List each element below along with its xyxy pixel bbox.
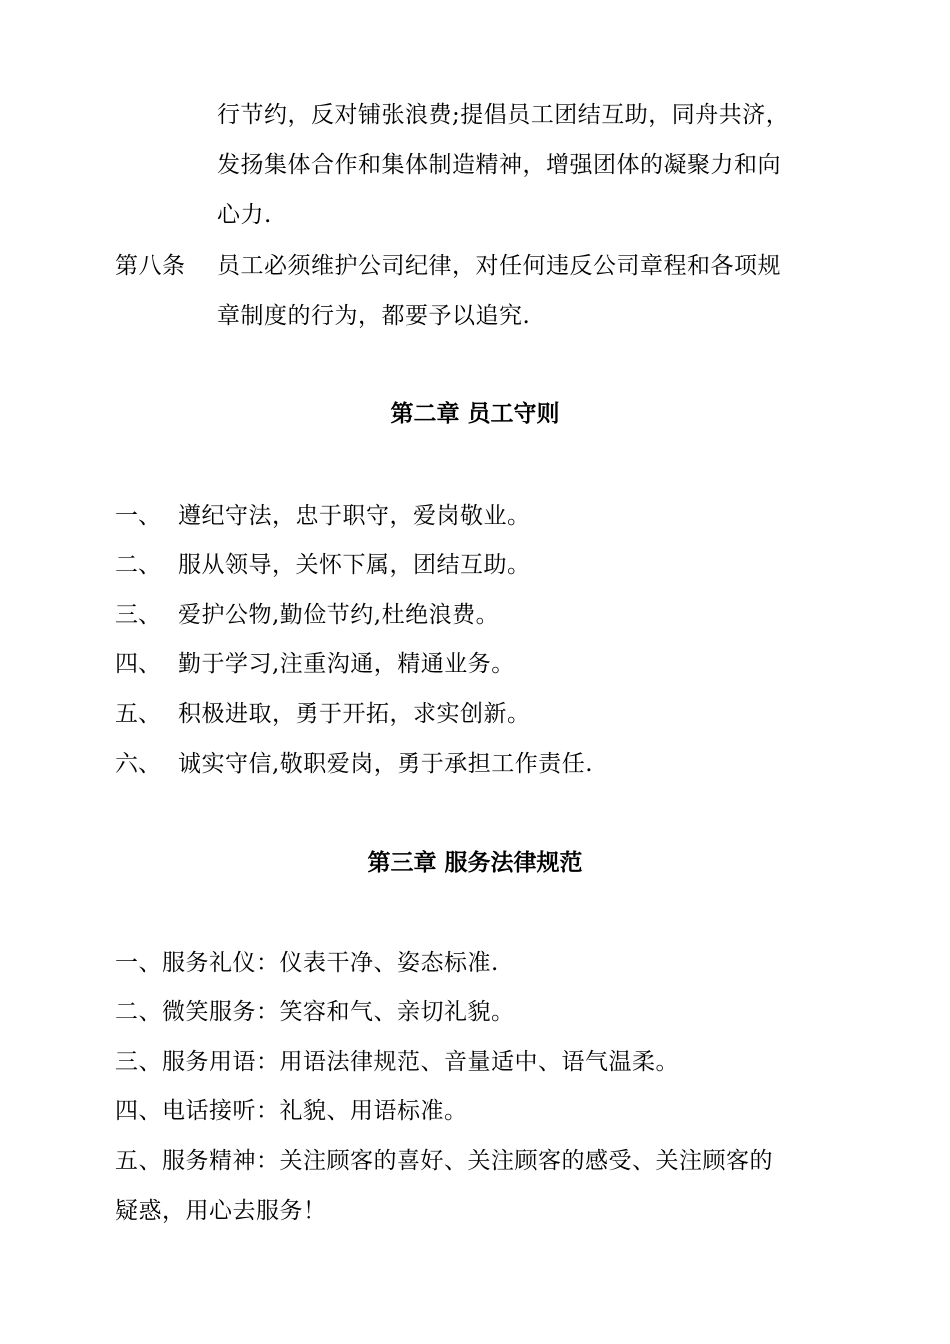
chapter3-item-1: 一、服务礼仪：仪表干净、姿态标准.	[115, 950, 499, 976]
chapter3-item-5: 五、服务精神：关注顾客的喜好、关注顾客的感受、关注顾客的	[115, 1148, 773, 1174]
article7-line-1: 行节约，反对铺张浪费;提倡员工团结互助，同舟共济，	[217, 102, 790, 128]
chapter2-item-3-num: 三、	[115, 602, 161, 628]
chapter3-item-4: 四、电话接听：礼貌、用语标准。	[115, 1098, 468, 1124]
chapter2-item-6-text: 诚实守信,敬职爱岗，勇于承担工作责任.	[178, 751, 594, 777]
chapter2-item-4-text: 勤于学习,注重沟通，精通业务。	[178, 651, 515, 677]
chapter3-item-3: 三、服务用语：用语法律规范、音量适中、语气温柔。	[115, 1049, 679, 1075]
chapter3-title: 第三章 服务法律规范	[367, 850, 583, 876]
chapter2-item-2-text: 服从领导，关怀下属，团结互助。	[178, 552, 531, 578]
chapter2-item-5-num: 五、	[115, 701, 161, 727]
chapter2-item-3-text: 爱护公物,勤俭节约,杜绝浪费。	[178, 602, 500, 628]
article8-line-1: 员工必须维护公司纪律，对任何违反公司章程和各项规	[217, 253, 781, 279]
chapter2-item-1-num: 一、	[115, 503, 161, 529]
article7-line-3: 心力.	[217, 202, 272, 228]
chapter3-item-5-cont: 疑惑，用心去服务！	[115, 1198, 327, 1224]
chapter2-item-1-text: 遵纪守法，忠于职守，爱岗敬业。	[178, 503, 531, 529]
chapter2-title: 第二章 员工守则	[390, 401, 560, 427]
chapter2-item-2-num: 二、	[115, 552, 161, 578]
chapter3-item-2: 二、微笑服务：笑容和气、亲切礼貌。	[115, 999, 515, 1025]
chapter2-item-4-num: 四、	[115, 651, 161, 677]
chapter2-item-6-num: 六、	[115, 751, 161, 777]
article8-label: 第八条	[115, 253, 186, 279]
article8-line-2: 章制度的行为，都要予以追究.	[217, 303, 531, 329]
chapter2-item-5-text: 积极进取，勇于开拓，求实创新。	[178, 701, 531, 727]
article7-line-2: 发扬集体合作和集体制造精神，增强团体的凝聚力和向	[217, 152, 781, 178]
